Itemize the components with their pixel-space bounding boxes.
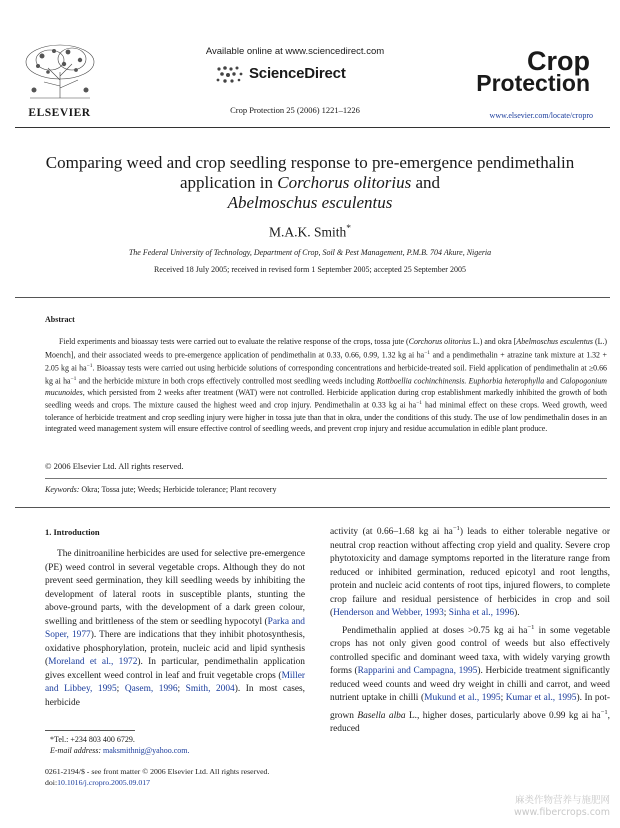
journal-logo-line2: Protection bbox=[476, 70, 590, 96]
footnote-divider bbox=[45, 730, 135, 731]
section-heading-introduction: 1. Introduction bbox=[45, 527, 100, 537]
watermark bbox=[460, 795, 610, 819]
received-dates: Received 18 July 2005; received in revised form 1 September 2005; accepted 25 September 2005 bbox=[154, 265, 466, 274]
reference-link[interactable]: Sinha et al., 1996 bbox=[448, 608, 515, 619]
publisher-logo-text: ELSEVIER bbox=[28, 107, 91, 119]
keywords-label: Keywords: bbox=[45, 485, 80, 494]
reference-link[interactable]: Rapparini and Campagna, 1995 bbox=[357, 666, 478, 677]
title-species-1: Corchorus olitorius bbox=[277, 173, 412, 192]
abstract-body: Field experiments and bioassay tests were carried out to evaluate the relative response of the crops, tossa jute (Corchorus olitorius L.) and okra [Abelmoschus esculentus (L.) Moench], and their associated weeds to pre-emergence application of pendimethalin at 0.33, 0.66, 0.99, 1.32 kg ai $ha^{-1}$ and a pendimethalin + atrazine tank mixture at 1.32 + 2.05 kg ai $ha^{-1}$. Bioassay tests were carried out using herbicide solutions of corresponding concentrations and herbicide-treated soil. Field application of pendimethalin at ≥0.66 kg ai $ha^{-1}$ and the herbicide mixture in both crops effectively controlled most seedling weeds including Rottboellia cochinchinensis. Euphorbia heterophylla and Calopogonium mucunoides, which persisted from 2 weeks after treatment (WAT) were not controlled. Herbicide application during crop establishment markedly inhibited the growth of both seedling weeds and crops. The mixture caused the highest weed and crop injury. Pendimethalin at 0.33 kg ai $ha^{-1}$ had minimal effect on these crops. Weed growth, weed tolerance of herbicide treatment and crop seedling injury were higher in tossa jute than that in okra, under the conditions of this study. The use of low pendimethalin doses in an integrated weed management system will ensure effective control of seedling weeds, and prevent crop injury and residue accumulation in edible plant produce. bbox=[45, 337, 607, 433]
reference-link[interactable]: Smith, 2004 bbox=[185, 684, 235, 694]
email-link[interactable]: maksmithnig@yahoo.com. bbox=[101, 746, 190, 755]
elsevier-tree-icon bbox=[20, 42, 100, 100]
affiliation: The Federal University of Technology, Department of Crop, Soil & Pest Management, P.M.B. 704 Akure, Nigeria bbox=[128, 248, 492, 257]
title-divider bbox=[15, 297, 610, 298]
journal-logo-line1: Crop bbox=[527, 46, 590, 76]
footnote-email-label: E-mail address: bbox=[50, 746, 102, 755]
author-footnote bbox=[50, 734, 190, 756]
author-line bbox=[20, 224, 600, 241]
body-column-left: The dinitroaniline herbicides are used for selective pre-emergence (PE) weed control in several vegetable crops. Although they do not prevent seed germination, they kill seedling weeds by inhibiting the development of lateral roots in susceptible plants, stunting the above-ground parts, with the development of a dark green colour, swelling and brittleness of the stem or seedling hypocotyl (Parka and Soper, 1977). There are indications that they inhibit photosynthesis, oxidative phosphorylation, protein, nucleic acid and lipid synthesis (Moreland et al., 1972). In particular, pendimethalin application gives excellent weed control in leaf and fruit vegetable crops (Miller and Libbey, 1995; Qasem, 1996; Smith, 2004). In most cases, herbicide bbox=[45, 549, 305, 708]
keywords bbox=[45, 485, 607, 494]
footnote-tel: *Tel.: +234 803 400 6729. bbox=[50, 735, 135, 744]
body-column-right bbox=[330, 522, 610, 737]
journal-logo bbox=[470, 46, 590, 96]
abstract-copyright: © 2006 Elsevier Ltd. All rights reserved. bbox=[45, 461, 184, 471]
title-text: Comparing weed and crop seedling response to pre-emergence pendimethalin application in bbox=[45, 153, 575, 192]
reference-link[interactable]: Henderson and Webber, 1993 bbox=[333, 608, 444, 619]
paragraph: activity (at 0.66–1.68 kg ai $ha^{-1}$) leads to either tolerable negative or neutral crop reaction without affecting crop yield and quality. Severe crop phytotoxicity and damage symptoms reported in the literature range from reduced or inhibited germination, reduced epicotyl and root lengths, protein and nucleic acid contents of root tips, injured flowers, to complete crop failure and residual persistence of herbicides in crop and soil (Henderson and Webber, 1993; Sinha et al., 1996). bbox=[330, 525, 610, 619]
issn-line: 0261-2194/$ - see front matter © 2006 Elsevier Ltd. All rights reserved. bbox=[45, 767, 270, 776]
keywords-text: Okra; Tossa jute; Weeds; Herbicide tolerance; Plant recovery bbox=[79, 485, 277, 494]
author-footnote-mark[interactable]: * bbox=[346, 224, 351, 234]
title-and: and bbox=[411, 173, 441, 192]
reference-link[interactable]: Moreland et al., 1972 bbox=[48, 657, 138, 667]
reference-link[interactable]: Kumar et al., 1995 bbox=[505, 693, 577, 704]
reference-link[interactable]: Mukund et al., 1995 bbox=[424, 693, 501, 704]
reference-link[interactable]: Miller and Libbey, 1995 bbox=[45, 670, 305, 694]
reference-link[interactable]: Qasem, 1996 bbox=[124, 684, 178, 694]
doi-label: doi: bbox=[45, 777, 58, 787]
title-species-2: Abelmoschus esculentus bbox=[227, 193, 393, 212]
keywords-divider bbox=[45, 478, 607, 479]
journal-citation: Crop Protection 25 (2006) 1221–1226 bbox=[230, 105, 360, 115]
watermark-line2: www.fibercrops.com bbox=[513, 807, 610, 818]
sciencedirect-dots-icon bbox=[213, 63, 249, 87]
doi-link[interactable]: 10.1016/j.cropro.2005.09.017 bbox=[57, 777, 151, 787]
bottom-info bbox=[45, 767, 269, 788]
watermark-line1: 麻类作物营养与施肥网 bbox=[514, 795, 610, 806]
paragraph: Pendimethalin applied at doses >0.75 kg ai $ha^{-1}$ in some vegetable crops has not only given good control of weeds but also effectively controlled specific and dominant weed taxa, with widely varying growth forms (Rapparini and Campagna, 1995). Herbicide treatment significantly reduced weed counts and weed dry weight in chilli and carrot, and weed nutrient uptake in chilli (Mukund et al., 1995; Kumar et al., 1995). In pot-grown Basella alba L., higher doses, particularly above 0.99 kg ai $ha^{-1}$, reduced bbox=[330, 623, 610, 735]
header-divider bbox=[15, 127, 610, 128]
elsevier-logo bbox=[12, 42, 107, 119]
article-title bbox=[20, 153, 600, 213]
body-divider bbox=[15, 507, 610, 508]
available-online-text: Available online at www.sciencedirect.com bbox=[205, 46, 385, 57]
author-name: M.A.K. Smith bbox=[269, 224, 347, 240]
reference-link[interactable]: Parka and Soper, 1977 bbox=[45, 616, 305, 640]
journal-url-link[interactable]: www.elsevier.com/locate/cropro bbox=[489, 111, 593, 120]
sciencedirect-logo-text: ScienceDirect bbox=[249, 65, 346, 82]
abstract-heading: Abstract bbox=[45, 315, 75, 324]
